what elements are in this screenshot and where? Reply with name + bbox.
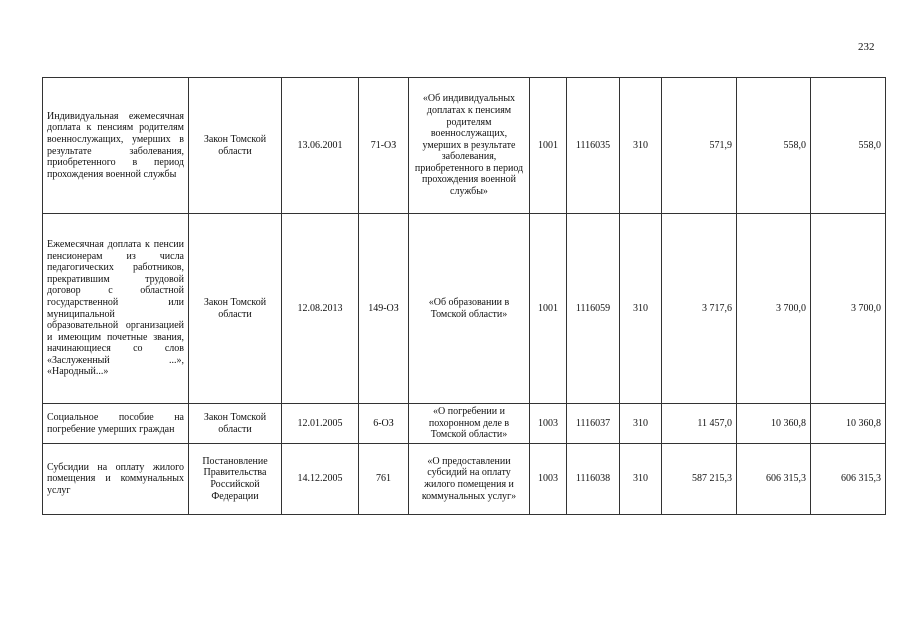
document-date-cell: 12.01.2005 xyxy=(282,404,359,444)
section-code-cell: 1001 xyxy=(530,78,567,214)
amount-2-cell: 558,0 xyxy=(737,78,811,214)
document-number-cell: 6-ОЗ xyxy=(359,404,409,444)
expense-type-cell: 310 xyxy=(620,444,662,515)
amount-1-cell: 3 717,6 xyxy=(662,214,737,404)
section-code-cell: 1003 xyxy=(530,404,567,444)
document-date-cell: 14.12.2005 xyxy=(282,444,359,515)
table-row xyxy=(43,214,886,404)
expense-type-cell: 310 xyxy=(620,214,662,404)
payment-name-cell: Субсидии на оплату жилого помещения и коммунальных услуг xyxy=(43,444,189,515)
amount-3-cell: 3 700,0 xyxy=(811,214,886,404)
document-title-cell: «О предоставлении субсидий на оплату жилого помещения и коммунальных услуг» xyxy=(409,444,530,515)
amount-1-cell: 587 215,3 xyxy=(662,444,737,515)
document-title-cell: «Об образовании в Томской области» xyxy=(409,214,530,404)
payment-name-cell: Индивидуальная ежемесячная доплата к пенсиям родителям военнослужащих, умерших в результате заболевания, приобретенного в период прохождения военной службы xyxy=(43,78,189,214)
target-article-cell: 1116035 xyxy=(567,78,620,214)
amount-3-cell: 558,0 xyxy=(811,78,886,214)
target-article-cell: 1116038 xyxy=(567,444,620,515)
expense-type-cell: 310 xyxy=(620,404,662,444)
payment-name-cell: Ежемесячная доплата к пенсии пенсионерам из числа педагогических работников, прекратившим трудовой договор с областной государственной или муниципальной образовательной организацией и имеющим почетные звания, начинающиеся со слов «Заслуженный ...», «Народный...» xyxy=(43,214,189,404)
amount-3-cell: 10 360,8 xyxy=(811,404,886,444)
document-number-cell: 71-ОЗ xyxy=(359,78,409,214)
document-number-cell: 761 xyxy=(359,444,409,515)
amount-1-cell: 11 457,0 xyxy=(662,404,737,444)
section-code-cell: 1003 xyxy=(530,444,567,515)
amount-2-cell: 606 315,3 xyxy=(737,444,811,515)
document-type-cell: Закон Томской области xyxy=(189,404,282,444)
amount-2-cell: 10 360,8 xyxy=(737,404,811,444)
expense-type-cell: 310 xyxy=(620,78,662,214)
amount-2-cell: 3 700,0 xyxy=(737,214,811,404)
amount-1-cell: 571,9 xyxy=(662,78,737,214)
target-article-cell: 1116059 xyxy=(567,214,620,404)
payment-name-cell: Социальное пособие на погребение умерших граждан xyxy=(43,404,189,444)
document-date-cell: 12.08.2013 xyxy=(282,214,359,404)
expenditure-table xyxy=(42,77,886,515)
document-title-cell: «Об индивидуальных доплатах к пенсиям родителям военнослужащих, умерших в результате заболевания, приобретенного в период прохождения военной службы» xyxy=(409,78,530,214)
table-row xyxy=(43,404,886,444)
page-number: 232 xyxy=(858,41,875,53)
document-type-cell: Постановление Правительства Российской Федерации xyxy=(189,444,282,515)
document-type-cell: Закон Томской области xyxy=(189,214,282,404)
document-date-cell: 13.06.2001 xyxy=(282,78,359,214)
document-number-cell: 149-ОЗ xyxy=(359,214,409,404)
amount-3-cell: 606 315,3 xyxy=(811,444,886,515)
section-code-cell: 1001 xyxy=(530,214,567,404)
table-row xyxy=(43,444,886,515)
document-type-cell: Закон Томской области xyxy=(189,78,282,214)
document-title-cell: «О погребении и похоронном деле в Томской области» xyxy=(409,404,530,444)
table-row xyxy=(43,78,886,214)
target-article-cell: 1116037 xyxy=(567,404,620,444)
